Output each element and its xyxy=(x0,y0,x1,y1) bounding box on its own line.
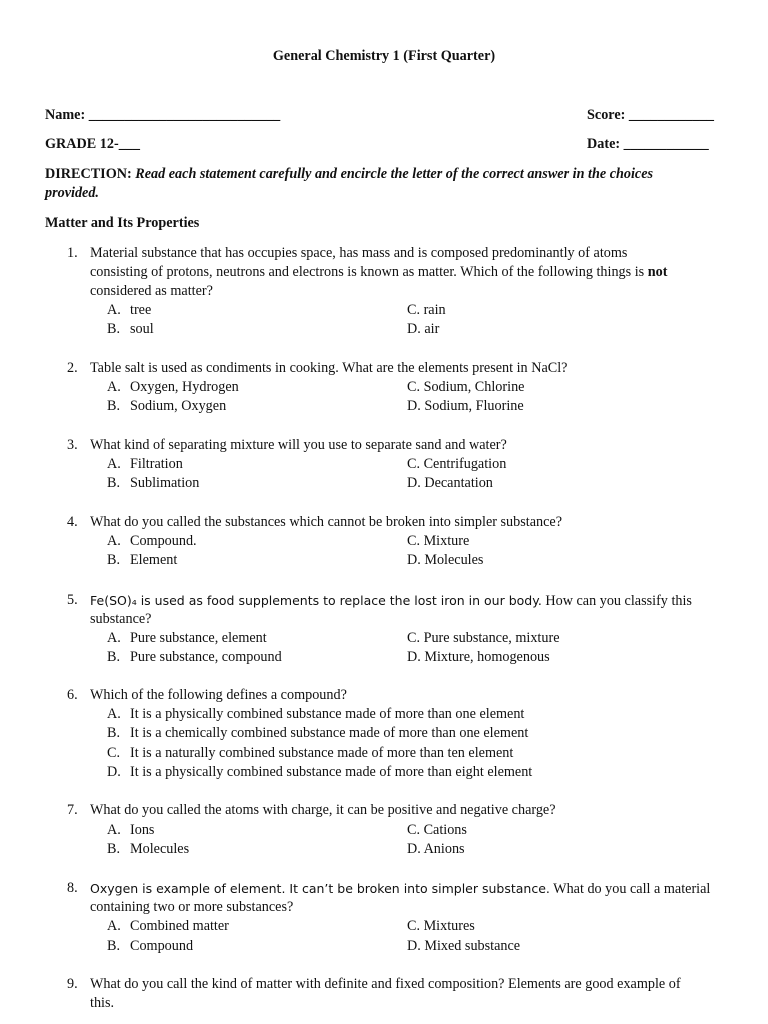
direction xyxy=(45,165,653,184)
option-letter: D. xyxy=(407,649,421,665)
option-letter: B. xyxy=(107,321,121,337)
answer-option-b[interactable] xyxy=(107,648,282,667)
option-letter: C. xyxy=(407,456,421,472)
answer-option-c[interactable] xyxy=(407,629,560,648)
answer-option-c[interactable] xyxy=(407,532,469,551)
question-number: 6. xyxy=(67,687,78,703)
answer-option-d[interactable] xyxy=(407,474,493,493)
question-text-part: consisting of protons, neutrons and electrons is known as matter. Which of the following things is xyxy=(90,264,648,280)
direction-text-continued: provided. xyxy=(45,185,99,201)
option-letter: A. xyxy=(107,456,121,472)
answer-option-a[interactable] xyxy=(107,629,267,648)
answer-option-b[interactable] xyxy=(107,474,199,493)
option-letter: C. xyxy=(407,822,421,838)
option-letter: C. xyxy=(407,302,421,318)
option-text: Cations xyxy=(423,822,467,838)
option-letter: A. xyxy=(107,302,121,318)
option-text: Filtration xyxy=(130,456,183,472)
option-letter: D. xyxy=(407,938,421,954)
answer-option-c[interactable] xyxy=(407,455,506,474)
option-text: air xyxy=(424,321,440,337)
option-letter: A. xyxy=(107,630,121,646)
option-text: Molecules xyxy=(130,841,190,857)
answer-option-a[interactable] xyxy=(107,821,154,840)
answer-option-c[interactable] xyxy=(407,917,475,936)
page-title: General Chemistry 1 (First Quarter) xyxy=(272,48,496,64)
section-title: Matter and Its Properties xyxy=(45,215,200,231)
option-letter: B. xyxy=(107,552,121,568)
option-text: Mixture, homogenous xyxy=(424,649,550,665)
answer-option-a[interactable] xyxy=(107,378,239,397)
question-text-part: Fe(SO)₄ is used as food supplements to replace the lost iron in our body. xyxy=(90,593,542,608)
answer-option-c[interactable] xyxy=(407,378,524,397)
question-number: 3. xyxy=(67,437,78,453)
score-field-label: Score: ____________ xyxy=(587,107,715,123)
option-text: Pure substance, mixture xyxy=(423,630,560,646)
answer-option-b[interactable] xyxy=(107,397,226,416)
option-text: rain xyxy=(423,302,446,318)
question-text: Table salt is used as condiments in cooking. What are the elements present in NaCl? xyxy=(90,360,568,376)
option-letter: D. xyxy=(407,841,421,857)
answer-option-c[interactable] xyxy=(407,301,446,320)
answer-option-b[interactable] xyxy=(107,840,189,859)
answer-option-a[interactable] xyxy=(107,917,229,936)
option-letter: A. xyxy=(107,918,121,934)
question-text: containing two or more substances? xyxy=(90,899,294,915)
question-text: this. xyxy=(90,995,115,1011)
option-letter: A. xyxy=(107,706,121,722)
answer-option-c[interactable] xyxy=(407,821,467,840)
question-text: Material substance that has occupies space, has mass and is composed predominantly of atoms xyxy=(90,245,628,261)
question-text xyxy=(90,263,730,282)
option-text: Element xyxy=(130,552,178,568)
question-number: 1. xyxy=(67,245,78,261)
option-text: It is a physically combined substance made of more than one element xyxy=(130,706,525,722)
answer-option-c[interactable] xyxy=(107,744,513,763)
option-letter: C. xyxy=(107,745,121,761)
option-text: It is a physically combined substance made of more than eight element xyxy=(130,764,533,780)
answer-option-d[interactable] xyxy=(407,937,520,956)
answer-option-d[interactable] xyxy=(407,840,465,859)
option-letter: D. xyxy=(407,321,421,337)
option-letter: D. xyxy=(407,552,421,568)
option-text: It is a naturally combined substance made of more than ten element xyxy=(130,745,514,761)
question-text xyxy=(90,591,730,611)
option-text: Compound xyxy=(130,938,194,954)
answer-option-a[interactable] xyxy=(107,705,524,724)
question-text: What kind of separating mixture will you use to separate sand and water? xyxy=(90,437,507,453)
answer-option-b[interactable] xyxy=(107,937,193,956)
option-text: soul xyxy=(130,321,154,337)
grade-field-label: GRADE 12-___ xyxy=(45,136,140,152)
direction-text: Read each statement carefully and encircle the letter of the correct answer in the choices xyxy=(135,166,654,182)
question-number: 2. xyxy=(67,360,78,376)
question-text-part: What do you call a material xyxy=(549,881,711,897)
option-text: Oxygen, Hydrogen xyxy=(130,379,239,395)
option-letter: C. xyxy=(407,533,421,549)
question-number: 7. xyxy=(67,802,78,818)
option-text: Sublimation xyxy=(130,475,200,491)
option-text: Mixed substance xyxy=(424,938,521,954)
option-text: It is a chemically combined substance made of more than one element xyxy=(130,725,529,741)
option-text: Sodium, Chlorine xyxy=(423,379,525,395)
option-text: Pure substance, element xyxy=(130,630,267,646)
question-number: 4. xyxy=(67,514,78,530)
question-text: Which of the following defines a compound? xyxy=(90,687,347,703)
name-field-label: Name: ___________________________ xyxy=(45,107,281,123)
question-text: substance? xyxy=(90,611,152,627)
option-text: Decantation xyxy=(424,475,493,491)
answer-option-d[interactable] xyxy=(407,397,524,416)
option-text: Combined matter xyxy=(130,918,229,934)
option-text: Compound. xyxy=(130,533,197,549)
option-letter: C. xyxy=(407,379,421,395)
answer-option-d[interactable] xyxy=(407,648,550,667)
answer-option-d[interactable] xyxy=(407,551,483,570)
question-text: What do you call the kind of matter with definite and fixed composition? Elements are good example of xyxy=(90,976,681,992)
option-text: Pure substance, compound xyxy=(130,649,282,665)
question-text-part: Oxygen is example of element. It can’t be broken into simpler substance. xyxy=(90,881,550,896)
question-text-part: How can you classify this xyxy=(541,593,692,609)
option-letter: B. xyxy=(107,475,121,491)
question-number: 8. xyxy=(67,880,78,896)
question-text: considered as matter? xyxy=(90,283,213,299)
option-text: Mixtures xyxy=(423,918,475,934)
question-number: 9. xyxy=(67,976,78,992)
option-letter: B. xyxy=(107,841,121,857)
option-letter: A. xyxy=(107,379,121,395)
option-text: Mixture xyxy=(423,533,470,549)
option-letter: D. xyxy=(107,764,121,780)
answer-option-b[interactable] xyxy=(107,551,177,570)
question-text: What do you called the atoms with charge, it can be positive and negative charge? xyxy=(90,802,556,818)
direction-label: DIRECTION: xyxy=(45,166,132,182)
option-letter: C. xyxy=(407,918,421,934)
option-text: Centrifugation xyxy=(423,456,507,472)
option-letter: D. xyxy=(407,398,421,414)
question-text: What do you called the substances which cannot be broken into simpler substance? xyxy=(90,514,562,530)
answer-option-a[interactable] xyxy=(107,532,197,551)
answer-option-d[interactable] xyxy=(107,763,532,782)
answer-option-d[interactable] xyxy=(407,320,439,339)
answer-option-a[interactable] xyxy=(107,301,151,320)
option-letter: B. xyxy=(107,398,121,414)
option-text: Molecules xyxy=(424,552,484,568)
question-number: 5. xyxy=(67,592,78,608)
option-letter: A. xyxy=(107,533,121,549)
option-letter: B. xyxy=(107,938,121,954)
answer-option-b[interactable] xyxy=(107,320,154,339)
answer-option-a[interactable] xyxy=(107,455,183,474)
answer-option-b[interactable] xyxy=(107,724,528,743)
option-letter: B. xyxy=(107,725,121,741)
option-letter: C. xyxy=(407,630,421,646)
option-text: Sodium, Oxygen xyxy=(130,398,227,414)
date-field-label: Date: ____________ xyxy=(587,136,709,152)
option-text: Ions xyxy=(130,822,155,838)
option-letter: D. xyxy=(407,475,421,491)
option-text: tree xyxy=(130,302,152,318)
option-letter: A. xyxy=(107,822,121,838)
option-text: Anions xyxy=(423,841,465,857)
option-text: Sodium, Fluorine xyxy=(424,398,524,414)
emphasis-not: not xyxy=(647,264,668,280)
option-letter: B. xyxy=(107,649,121,665)
question-text xyxy=(90,879,730,899)
